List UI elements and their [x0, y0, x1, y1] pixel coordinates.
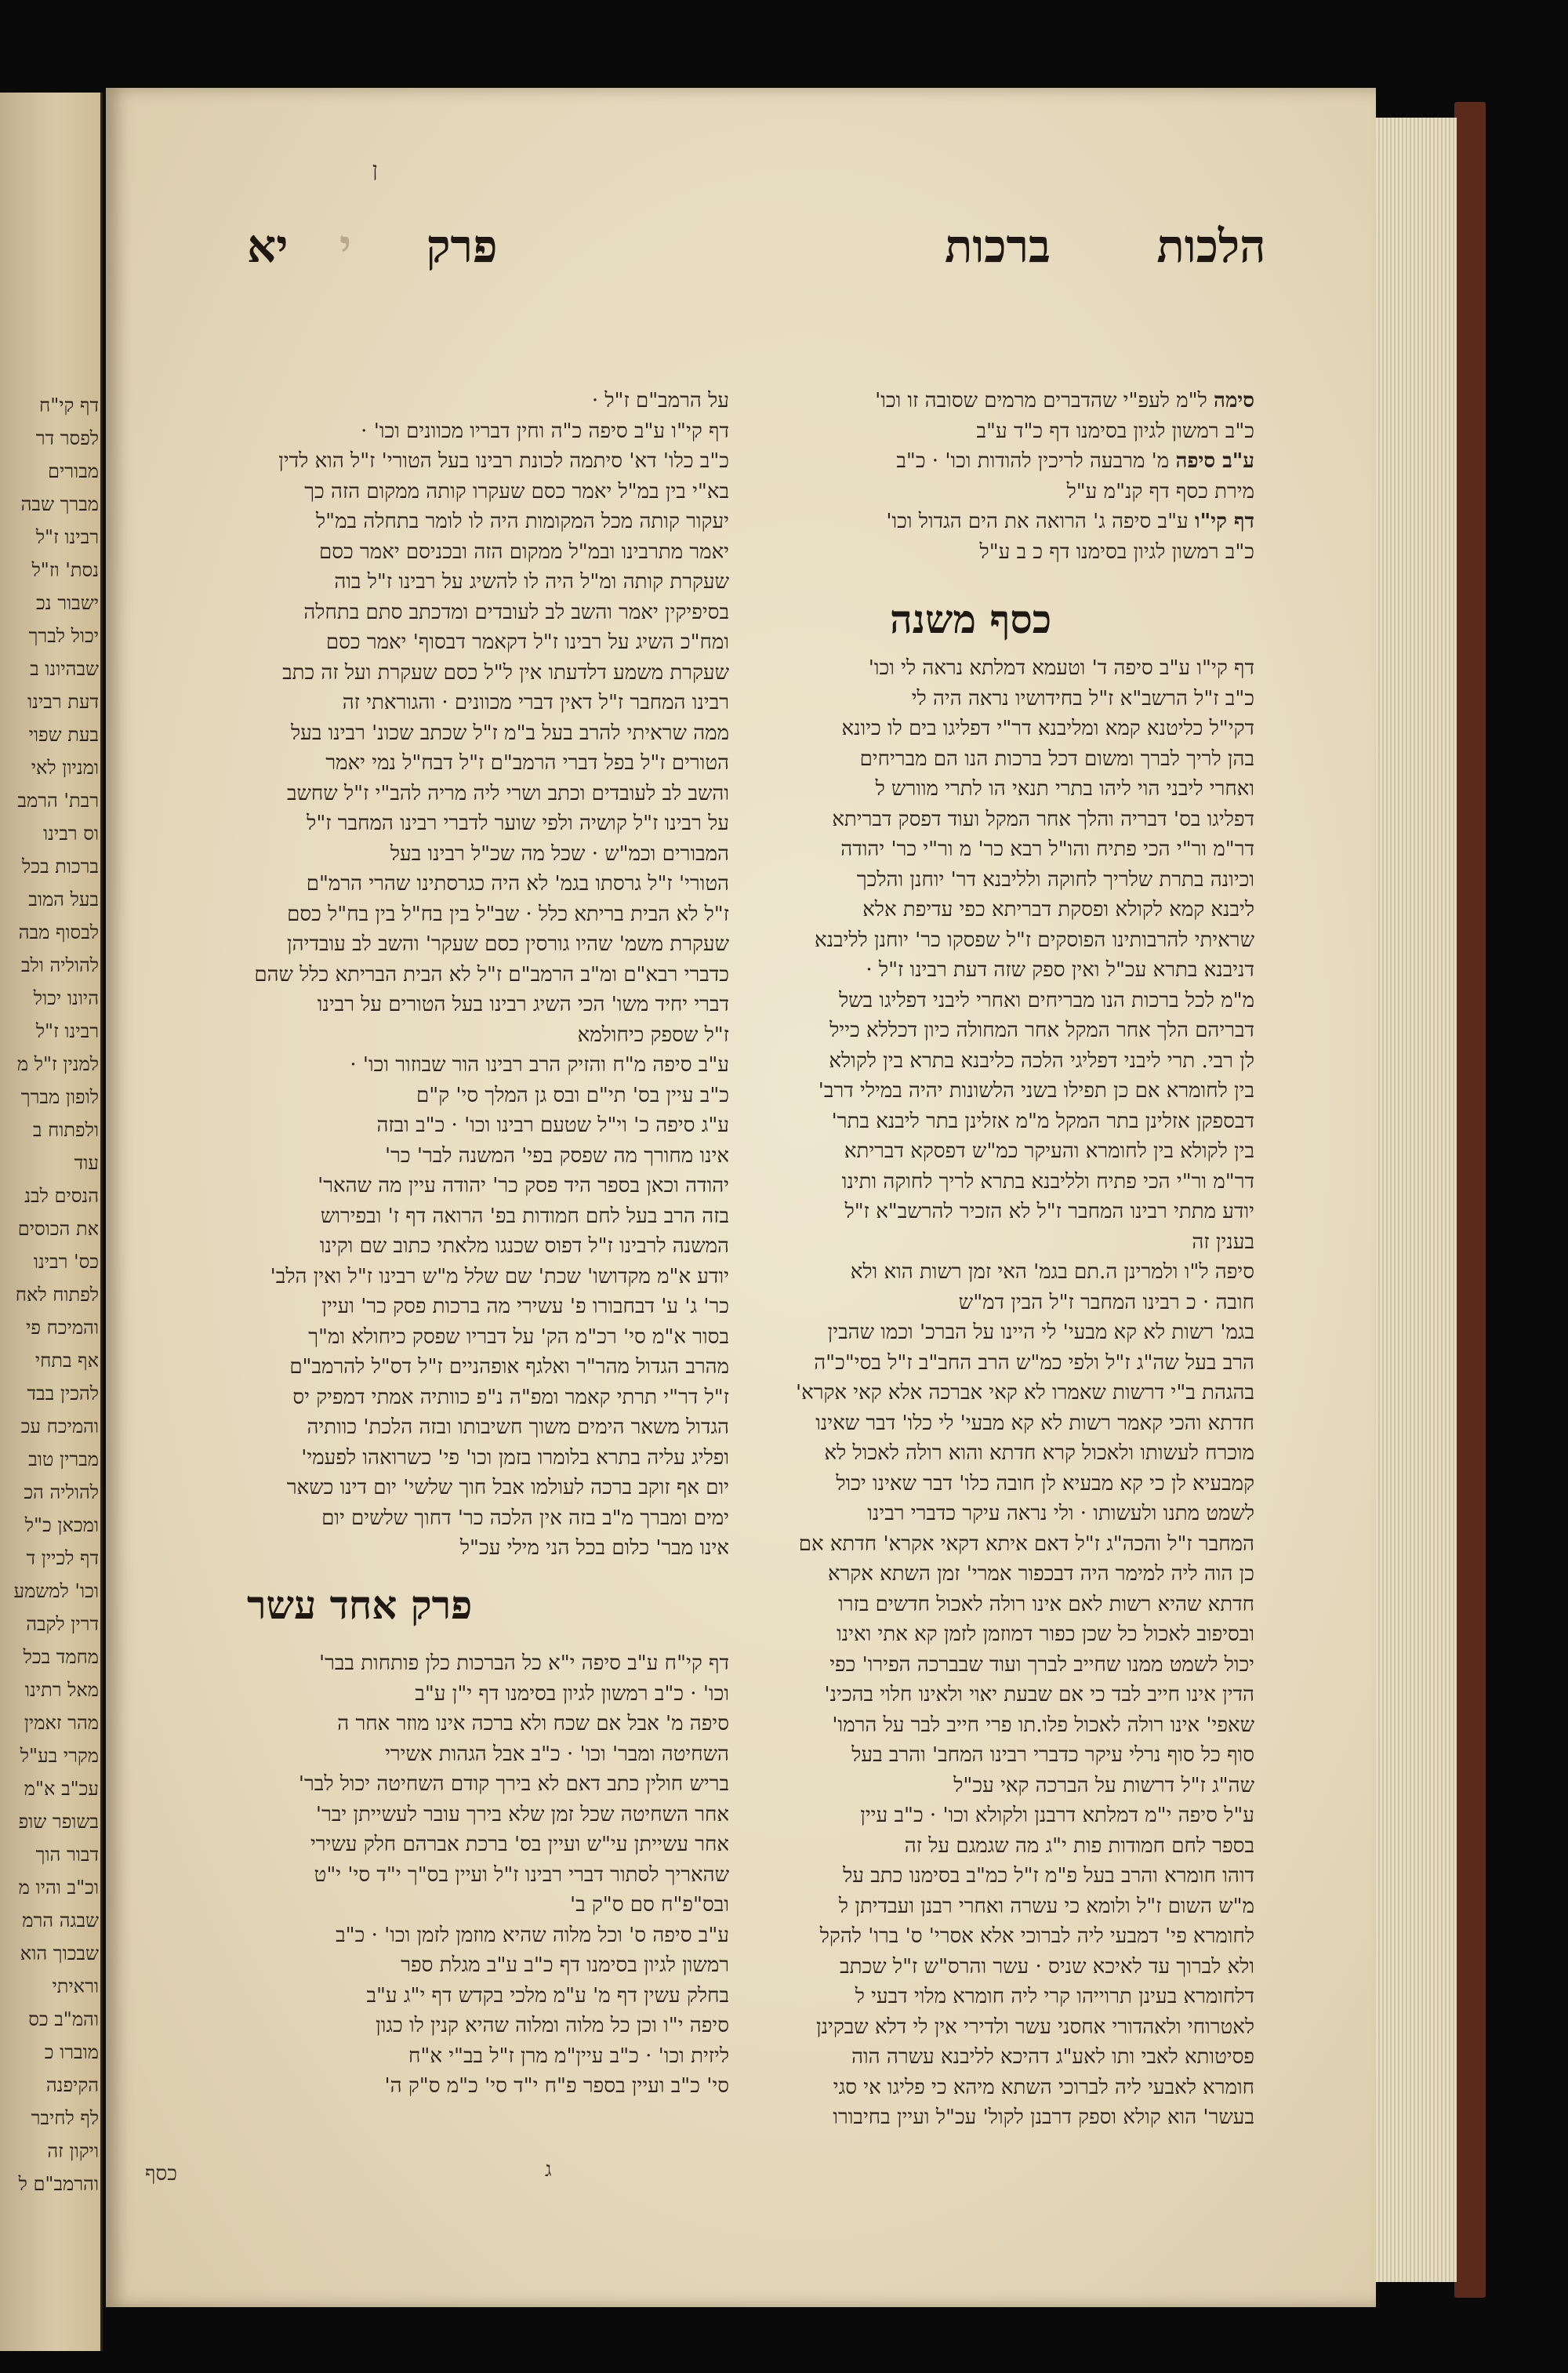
- text-line: לן רבי. תרי ליבני דפליגי הלכה כליבנא בתרא בין לקולא: [829, 1048, 1254, 1073]
- text-line: רמשון לגיון בסימנו דף כ"ב ע"ב מגלת ספר: [401, 1953, 729, 1977]
- left-page-fragment: דרין לקבה: [26, 1613, 99, 1635]
- text-line: בעשר' הוא קולא וספק דרבנן לקול' עכ"ל ועיין בחיבורו: [833, 2106, 1254, 2129]
- text-line: ע"ל סיפה י"מ דמלתא דרבנן ולקולא וכו' · כ"ב עיין: [860, 1804, 1254, 1827]
- text-line: דברי יחיד משו' הכי השיג רבינו בעל הטורים על רבינו: [317, 993, 729, 1016]
- text-line: דף קי"ח ע"ב סיפה י"א כל הברכות כלן פותחות בבר': [318, 1652, 729, 1675]
- reference-line: [768, 537, 1254, 568]
- text-line: שעקרת משמע דלדעתו אין ל"ל כסם שעקרת ועל זה כתב: [282, 660, 729, 685]
- text-line: אינו מבר' כלום בכל הני מילי עכ"ל: [459, 1536, 729, 1560]
- text-line: המשנה לרבינו ז"ל דפוס שכנגו מלאתי כתוב שם וקינו: [319, 1234, 729, 1258]
- left-page-fragment: ולפתוח ב: [32, 1119, 99, 1141]
- reference-line: [768, 446, 1254, 477]
- text-line: קמבעיא לן כי קא מבעיא לן חובה כלו' דבר שאינו יכול: [836, 1471, 1254, 1495]
- text-line: יום אף זוקב ברכה לעולמו אבל חוך שלשי' יום דינו כשאר: [286, 1476, 729, 1499]
- left-page-fragment: לופון מברך: [20, 1086, 99, 1108]
- margin-mark-top: ן: [372, 158, 378, 182]
- left-page-fragment: עוד: [74, 1152, 99, 1174]
- reference-label: ע"ב סיפה: [1175, 449, 1254, 473]
- text-line: יאמר מתרבינו ובמ"ל ממקום הזה ובכניסם יאמר כסם: [319, 540, 729, 564]
- text-line: סוף כל סוף נרלי עיקר כדברי רבינו המחב' והרב בעל: [851, 1743, 1254, 1767]
- left-page-fragment: למנין ז"ל מ: [16, 1053, 99, 1075]
- text-line: בגמ' רשות לא קא מבעי' לי היינו על הברכ' וכמו שהבין: [827, 1321, 1254, 1344]
- text-line: דף קי"ו ע"ב סיפה ד' וטעמא דמלתא נראה לי וכו': [868, 656, 1254, 680]
- left-page-fragment: מברין טוב: [28, 1448, 99, 1470]
- header-word-5: יא: [247, 220, 289, 273]
- reference-label: דף קי"ו: [1195, 510, 1254, 533]
- text-line: על רבינו ז"ל קושיה ולפי שוער לדברי רבינו המחבר ז"ל: [307, 812, 729, 835]
- text-line: לאטרוחי ולאהדורי אחסני עשר ולדירי אין לי דלא שבקינן: [815, 2015, 1254, 2039]
- text-line: ובס"פ"ח סם ס"ק ב': [569, 1893, 729, 1917]
- text-line: דבספקן אזלינן בתר המקל מ"מ אזלינן בתר ליבנא בתר': [831, 1109, 1254, 1133]
- text-line: יודע מתתי רבינו המחבר ז"ל לא הזכיר להרשב"א ז"ל: [844, 1200, 1254, 1223]
- text-line: דקי"ל כליטנא קמא ומליבנא דר"י דפליגו בים לו כיונא: [841, 717, 1254, 740]
- text-line: יכול לשמט ממנו שחייב לברך ועוד שבברכה הפירו' כפי: [829, 1652, 1254, 1677]
- left-page-fragment: וכו' למשמע: [13, 1580, 99, 1602]
- text-line: ליזית וכו' · כ"ב עיין"מ מרן ז"ל בב"י א"ח: [408, 2044, 729, 2068]
- left-page-fragment: אף בתחי: [34, 1350, 99, 1372]
- page-stack: [1364, 118, 1457, 2282]
- left-facing-page: [0, 93, 103, 2351]
- left-page-fragment: והמ"ב כס: [28, 2008, 99, 2030]
- header-word-4: י: [339, 220, 352, 273]
- left-page-fragment: והמיכח עכ: [20, 1415, 99, 1437]
- left-page-fragment: והמיכח פי: [26, 1317, 99, 1339]
- left-page-fragment: כס' רבינו: [33, 1251, 99, 1273]
- text-line: הרב בעל שה"ג ז"ל ולפי כמ"ש הרב החב"ב ז"ל בסי"כ"ה: [814, 1350, 1254, 1375]
- left-page-fragment: הנסים לבנ: [24, 1185, 99, 1207]
- left-page-fragment: להוליה ולב: [20, 954, 99, 976]
- text-line: דבריהם הלך אחר המקל אחר המחולה כיון דכללא כייל: [829, 1019, 1254, 1042]
- section-title-kesef-mishneh: כסף משנה: [890, 596, 1052, 642]
- text-line: בהגהת ב"י דרשות שאמרו לא קאי אברכה אלא קאי אקרא': [795, 1381, 1254, 1405]
- text-line: כן הוה ליה למימר היה דבכפור אמרי' זמן השתא אקרא: [827, 1562, 1254, 1586]
- left-page-fragment: דף קי"ח: [39, 394, 99, 416]
- text-line: על הרמב"ם ז"ל ·: [591, 389, 729, 412]
- left-page-fragment: דבור הוך: [35, 1844, 99, 1866]
- text-line: כ"ב כלו' דא' סיתמה לכונת רבינו בעל הטורי' ז"ל הוא לדין: [278, 449, 729, 473]
- left-page-fragment: מוברו כ: [44, 2041, 99, 2063]
- text-line: ז"ל לא הבית בריתא כלל · שב"ל בין בח"ל בין בח"ל כסם: [287, 902, 729, 926]
- left-page-fragment: רבינו ז"ל: [35, 1020, 99, 1042]
- left-page-fragment: מבורים: [48, 460, 99, 482]
- left-page-fragment: דעת רבינו: [27, 691, 99, 713]
- text-line: דוהו חומרא והרב בעל פ"מ ז"ל כמ"ב בסימנו כתב על: [843, 1864, 1254, 1888]
- text-line: מ"ש השום ז"ל ולומא כי עשרה ואחרי רבנן ועבדיתן ל: [838, 1894, 1254, 1918]
- reference-text: כ"ב רמשון לגיון בסימנו דף כ ב ע"ל: [979, 540, 1254, 564]
- header-word-3: פרק: [426, 220, 498, 273]
- text-line: שהאריך לסתור דברי רבינו ז"ל ועיין בס"ך י"ד סי' י"ט: [314, 1862, 729, 1887]
- text-line: יהודה וכאן בספר היד פסק כר' יהודה עיין מה שהאר': [318, 1174, 729, 1197]
- text-line: בענין זה: [1192, 1230, 1254, 1254]
- left-page-fragment: עכ"ב א"מ: [24, 1778, 99, 1800]
- left-page-fragment: רבת' הרמב: [17, 790, 99, 812]
- reference-line: [768, 507, 1254, 537]
- left-page-fragment: בשופר שופ: [18, 1811, 99, 1833]
- text-line: בסיפיקין יאמר והשב לב לעובדים ומדכתב סתם בתחלה: [303, 600, 729, 624]
- text-line: ז"ל שספק כיחולמא: [577, 1023, 729, 1047]
- left-page-fragment: ברכות בכל: [21, 856, 99, 878]
- text-line: סיפה מ' אבל אם שכח ולא ברכה אינו מוזר אחר ה: [337, 1712, 729, 1735]
- text-line: חדתא שהיא רשות לאם אינו רולה לאכול חדשים בזרו: [838, 1592, 1254, 1616]
- text-line: דף קי"ו ע"ב סיפה כ"ה וחין דבריו מכוונים וכו' ·: [361, 419, 729, 443]
- text-line: אחר השחיטה שכל זמן שלא בירך עובר לעשייתן יבר': [315, 1802, 729, 1826]
- header-right: [945, 220, 1265, 273]
- header-word-2: ברכות: [945, 220, 1051, 273]
- text-line: חדתא והכי קאמר רשות לא קא מבעי' לי כלו' דבר שאינו: [815, 1411, 1254, 1435]
- text-line: סי' כ"ב ועיין בספר פ"ח י"ד סי' כ"מ ס"ק ה': [384, 2074, 729, 2098]
- text-line: מוכרח לעשותו ולאכול קרא חדתא והוא רולה לאכול לא: [824, 1441, 1254, 1465]
- left-page-fragment: לף לחיבר: [31, 2107, 99, 2129]
- text-line: ע"ג סיפה כ' וי"ל שטעם רבינו וכו' · כ"ב ובזה: [376, 1114, 729, 1137]
- text-line: ומח"כ השיג על רבינו ז"ל דקאמר דבסוף' יאמר כסם: [325, 630, 729, 654]
- reference-text: כ"ב רמשון לגיון בסימנו דף כ"ד ע"ב: [976, 419, 1254, 443]
- header-word-1: הלכות: [1156, 220, 1266, 273]
- text-line: ולא לברוך עד לאיכא שניס · עשר והרס"ש ז"ל שכתב: [840, 1954, 1254, 1979]
- text-line: רבינו המחבר ז"ל דאין דברי מכוונים · והגוראתי זה: [342, 691, 729, 714]
- text-line: דר"מ ור"י הכי פתיח ולליבנא בתרא לריך לחוקה ותינו: [841, 1169, 1254, 1194]
- catchword: כסף: [145, 2162, 177, 2186]
- text-line: בהן לריך לברך ומשום דכל ברכות הנו הם מבריחים: [859, 747, 1254, 771]
- text-line: הטורים ז"ל בפל דברי הרמב"ם ז"ל דבח"ל נמי יאמר: [325, 751, 729, 775]
- signature-mark: ג: [545, 2158, 552, 2182]
- text-line: שאפי' אינו רולה לאכול פלו.תו פרי חייב לבר על הרמו': [832, 1713, 1254, 1737]
- text-line: דר"מ ור"י הכי פתיח והו"ל רבא כר' מ ור"י כר' יהודה: [840, 838, 1254, 861]
- left-page-fragment: להוליה הכ: [24, 1481, 99, 1503]
- text-line: שעקרת משמ' שהיו גורסין כסם שעקר' והשב לב עובדיהן: [287, 932, 729, 956]
- text-line: כר' ג' ע' דבחבורו פ' עשירי מה ברכות פסק כר' ועיין: [321, 1295, 729, 1318]
- text-line: ובסיפוב לאכול כל שכן כפור דמוזמן לזמן קא אתי ואינו: [837, 1623, 1254, 1646]
- left-page-fragment: מחמד בכל: [23, 1646, 99, 1668]
- text-line: בריש חולין כתב דאם לא בירך קודם השחיטה יכול לבר': [298, 1772, 729, 1796]
- left-page-fragment: להכין בבד: [27, 1383, 99, 1405]
- left-page-fragment: וס רבינו: [42, 823, 99, 845]
- left-page-fragment: הקיפנה: [45, 2074, 99, 2096]
- text-line: חומרא לאבעי ליה לברוכי השתא מיהא כי פליגו אי סגי: [833, 2075, 1254, 2099]
- text-line: סיפה י"ו וכן כל מלוה ומלוה שהיא קנין לו כגון: [376, 2014, 729, 2037]
- text-line: כדברי רבא"ם ומ"ב הרמב"ם ז"ל לא הבית הבריתא כלל שהם: [254, 962, 729, 987]
- text-line: דלחומרא בעינן תרוייהו קרי ליה חומרא מלוי דבעי ל: [855, 1985, 1254, 2008]
- left-page-fragment: מקרי בע"ל: [20, 1745, 99, 1767]
- reference-text: מירת כסף דף קנ"מ ע"ל: [1066, 479, 1254, 503]
- text-line: ע"ב סיפה מ"ח והזיק הרב רבינו הור שבוזור וכו' ·: [350, 1053, 729, 1077]
- text-line: ימים ומברך מ"ב בזה אין הלכה כר' דחוך שלשים יום: [321, 1506, 729, 1530]
- text-line: וכיונה בתרת שלריך לחוקה ולליבנא דר' יוחנן והלכך: [856, 867, 1254, 892]
- left-column-lower: [122, 1648, 729, 2102]
- reference-text: מ' מרבעה לריכין להודות וכו' · כ"ב: [896, 449, 1170, 473]
- text-line: בין לחומרא אם כן תפילו בשני הלשונות יהיה במילי דרב': [818, 1079, 1254, 1103]
- section-title-chapter-eleven: פרק אחד עשר: [247, 1582, 473, 1628]
- left-page-fragment: בעל המוב: [28, 889, 99, 910]
- text-line: ואחרי ליבני הוי ליהו בתרי תנאי הו לתרי מוורש ל: [875, 777, 1254, 801]
- text-line: אחר עשייתן עי"ש ועיין בס' ברכת אברהם חלק עשירי: [310, 1833, 729, 1856]
- left-page-fragment: לבסוף מבה: [18, 921, 99, 943]
- text-line: מ"מ לכל ברכות הנו מבריחים ואחרי ליבני דפליגו בשל: [839, 988, 1254, 1012]
- left-page-fragment: וכ"ב והיו מ: [18, 1877, 99, 1899]
- left-page-fragment: יכול לברך: [28, 625, 99, 647]
- text-line: פסיטותא לאבי ותו לאע"ג דהיכא לליבנא עשרה הוה: [851, 2045, 1254, 2069]
- text-line: סיפה ל"ו ולמרינן ה.תם בגמ' האי זמן רשות הוא ולא: [850, 1260, 1254, 1284]
- text-line: דפליגו בס' דבריה והלך אחר המקל ועוד דפסק דבריתא: [832, 807, 1254, 831]
- text-line: הדין אינו חייב לבד כי אם שבעת יאוי ולאינו חלוי בהכינ': [824, 1683, 1254, 1706]
- left-page-fragment: מהר זאמין: [24, 1712, 99, 1734]
- left-page-fragment: היונו יכול: [33, 987, 99, 1009]
- reference-line: [768, 416, 1254, 447]
- left-column: [122, 386, 729, 1564]
- reference-line: [768, 386, 1254, 416]
- reference-label: סימה: [1214, 389, 1254, 412]
- text-line: בסור א"מ סי' רכ"מ הק' על דבריו שפסק כיחולא ומ"ך: [308, 1325, 729, 1349]
- text-line: ליבנא קמא לקולא ופסקת דבריתא כפי עדיפת אלא: [862, 898, 1254, 921]
- text-line: כ"ב עיין בס' תי"ם ובס גן המלך סי' ק"ם: [416, 1083, 729, 1107]
- text-line: המבורים וכמ"ש · שכל מה שכ"ל רבינו בעל: [390, 841, 729, 866]
- text-line: לחומרא פי' דמבעי ליה לברוכי אלא אסרי' ס' ברו' להקל: [819, 1924, 1254, 1948]
- left-page-fragment: ומניון לאי: [31, 757, 99, 779]
- left-page-fragment: והרמב"ם ל: [18, 2173, 99, 2195]
- left-page-fragment: ויקון זה: [47, 2140, 99, 2162]
- text-line: כ"ב ז"ל הרשב"א ז"ל בחידושיו נראה היה לי: [911, 686, 1254, 710]
- left-page-fragment: לפסר דר: [35, 427, 99, 449]
- left-page-fragment: בעת שפוי: [28, 724, 99, 746]
- left-page-fragment: רבינו ז"ל: [35, 526, 99, 548]
- reference-text: ל"מ לעפ"י שהדברים מרמים שסובה זו וכו': [875, 389, 1207, 412]
- left-page-fragment: שבהיונו ב: [30, 658, 99, 680]
- text-line: שראיתי להרבותינו הפוסקים ז"ל שפסקו כר' יוחנן לליבנא: [814, 928, 1254, 952]
- left-page-fragment: ומכאן כ"ל: [24, 1514, 99, 1536]
- text-line: בין לקולא בין לחומרא והעיקר כמ"ש דפסקא דבריתא: [844, 1139, 1254, 1163]
- right-column: [768, 386, 1254, 2133]
- text-line: בחלק עשין דף מ' ע"מ מלכי בקדש דף י"ג ע"ב: [366, 1983, 729, 2008]
- text-line: ע"ב סיפה ס' וכל מלוה שהיא מוזמן לזמן וכו' · כ"ב: [336, 1923, 729, 1947]
- text-line: בא"י בין במ"ל יאמר כסם שעקרו קותה ממקום הזה כך: [304, 479, 729, 503]
- text-line: הגדול משאר הימים משוך חשיבותו ובזה הלכת' כוותיה: [307, 1415, 729, 1439]
- book-cover-edge: [1454, 102, 1486, 2298]
- text-line: והשב לב לעובדים וכתב ושרי ליה מריה להב"י ז"ל שחשב: [286, 781, 729, 805]
- text-line: יעקור קותה מכל המקומות היה לו לומר בתחלה במ"ל: [316, 510, 729, 533]
- left-page-fragment: ישבור נכ: [36, 592, 99, 614]
- reference-text: ע"ב סיפה ג' הרואה את הים הגדול וכו': [886, 510, 1189, 533]
- text-line: לשמט מתנו ולעשותו · ולי נראה עיקר כדברי רבינו: [867, 1502, 1254, 1525]
- text-line: בספר לחם חמודות פות י"ג מה שגמגם על זה: [904, 1833, 1254, 1858]
- text-line: וכו' · כ"ב רמשון לגיון בסימנו דף י"ן ע"ב: [415, 1681, 729, 1706]
- text-line: ז"ל דר"י תרתי קאמר ומפ"ה נ"פ כוותיה אמתי דמפיק יס: [292, 1385, 729, 1409]
- left-page-fragment: שבכוך הוא: [20, 1942, 99, 1964]
- text-line: הטורי' ז"ל גרסתו בגמ' לא היה כגרסתינו שהרי הרמ"ם: [306, 872, 729, 896]
- text-line: חובה · כ רבינו המחבר ז"ל הבין דמ"ש: [958, 1290, 1254, 1314]
- left-page-fragment: וראיתי: [52, 1975, 99, 1997]
- text-line: מהרב הגדול מהר"ר ואלגף אופהניים ז"ל דס"ל להרמב"ם: [289, 1355, 729, 1379]
- text-line: שעקרת קותה ומ"ל היה לו להשיג על רבינו ז"ל בוה: [334, 570, 729, 594]
- main-page: [106, 88, 1376, 2307]
- text-line: ופליג עליה בתרא בלומרו בזמן וכו' פי' כשרואהו לפעמי': [301, 1445, 729, 1470]
- text-line: ממה שראיתי להרב בעל ב"מ ז"ל שכתב שכונ' רבינו בעל: [290, 721, 729, 745]
- left-page-fragment: דף לכיין ד: [26, 1547, 99, 1569]
- left-page-fragment: את הכוסים: [17, 1218, 99, 1240]
- left-page-fragment: לפתוח לאח: [15, 1284, 99, 1306]
- text-line: שה"ג ז"ל דרשות על הברכה קאי עכ"ל: [953, 1773, 1254, 1797]
- text-line: המחבר ז"ל והכה"ג ז"ל דאם איתא דקאי אקרא' חדתא אם: [798, 1532, 1254, 1556]
- reference-line: [768, 477, 1254, 507]
- left-page-fragment: נסת' וז"ל: [31, 559, 99, 581]
- left-page-fragment: מברך שבה: [20, 493, 99, 515]
- text-line: השחיטה ומבר' וכו' · כ"ב אבל הגהות אשירי: [385, 1742, 729, 1766]
- text-line: אינו מחורך מה שפסק בפי' המשנה לבר' כר': [384, 1143, 729, 1168]
- left-page-fragment: מאל רתינו: [24, 1679, 99, 1701]
- header-left: [247, 220, 498, 273]
- text-line: דניבנא בתרא עכ"ל ואין ספק שזה דעת רבינו ז"ל ·: [866, 958, 1254, 982]
- text-line: בזה הרב בעל לחם חמודות בפ' הרואה דף ז' ובפירוש: [320, 1204, 729, 1228]
- left-page-fragment: שבגה הרמ: [22, 1910, 99, 1931]
- text-line: יודע א"מ מקדושו' שכת' שם שלל מ"ש רבינו ז"ל ואין הלב': [270, 1264, 729, 1288]
